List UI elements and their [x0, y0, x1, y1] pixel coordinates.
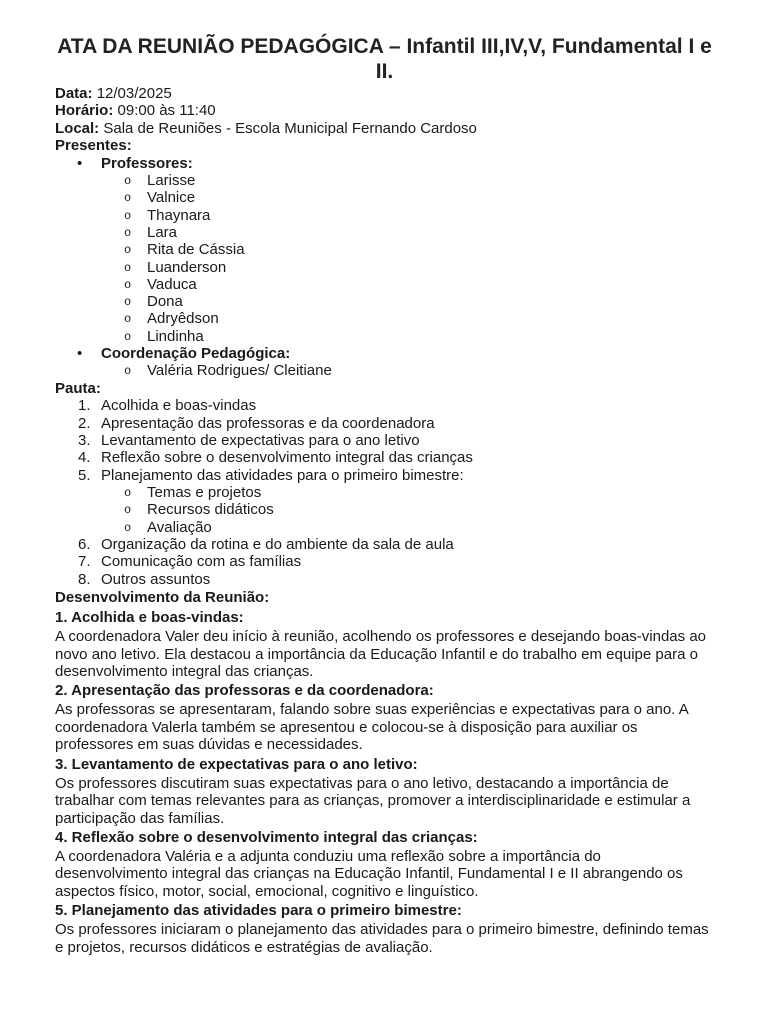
professores-label: Professores: — [101, 154, 193, 172]
circle-bullet-icon: o — [124, 503, 132, 518]
meta-time-label: Horário: — [55, 102, 114, 120]
circle-bullet-icon: o — [124, 312, 132, 327]
section-heading: 1. Acolhida e boas-vindas: — [55, 609, 244, 627]
section-body: Os professores iniciaram o planejamento das atividades para o primeiro bimestre, definindo temas e projetos, recursos didáticos e estratégias de avaliação. — [55, 921, 709, 956]
professores-list — [101, 172, 714, 345]
pauta-item: 1. Acolhida e boas-vindas — [78, 397, 257, 415]
meta-date-value: 12/03/2025 — [96, 85, 172, 102]
list-item: o Lara — [124, 223, 178, 241]
circle-bullet-icon: o — [124, 208, 132, 223]
meta-time — [55, 102, 714, 119]
meta-date-label: Data: — [55, 85, 93, 102]
pauta-item: 8. Outros assuntos — [78, 570, 211, 588]
circle-bullet-icon: o — [124, 191, 132, 206]
circle-bullet-icon: o — [124, 260, 132, 275]
circle-bullet-icon: o — [124, 277, 132, 292]
circle-bullet-icon: o — [124, 364, 132, 379]
list-item: o Rita de Cássia — [124, 241, 245, 259]
section-body: As professoras se apresentaram, falando sobre suas experiências e expectativas para o ano. A coordenadora Valerla também se apresentou e colocou-se à disposição para auxiliar os professores em suas dúvidas e necessidades. — [55, 701, 688, 754]
pauta-item: 5. Planejamento das atividades para o primeiro bimestre: o Temas e projetos o Recursos didáticos o Avaliação — [78, 467, 714, 536]
circle-bullet-icon: o — [124, 295, 132, 310]
list-item: o Lindinha — [124, 327, 204, 345]
meta-location — [55, 120, 714, 137]
pauta-item: 6. Organização da rotina e do ambiente da sala de aula — [78, 536, 454, 554]
meta-date — [55, 85, 714, 102]
list-item: o Luanderson — [124, 258, 227, 276]
document-title: ATA DA REUNIÃO PEDAGÓGICA – Infantil III,IV,V, Fundamental I e II. — [57, 35, 712, 83]
circle-bullet-icon: o — [124, 329, 132, 344]
list-item: o Adryêdson — [124, 310, 219, 328]
list-item: o Avaliação — [124, 518, 212, 536]
coordenacao-list — [101, 362, 714, 379]
pauta-item: 3. Levantamento de expectativas para o ano letivo — [78, 431, 420, 449]
section-heading: 5. Planejamento das atividades para o primeiro bimestre: — [55, 902, 462, 920]
pauta-heading: Pauta: — [55, 379, 101, 397]
list-item: o Larisse — [124, 172, 196, 190]
list-item: o Dona — [124, 293, 183, 311]
list-item: o Temas e projetos — [124, 484, 262, 502]
list-item: o Valéria Rodrigues/ Cleitiane — [124, 362, 332, 380]
list-item: o Vaduca — [124, 275, 197, 293]
pauta-list — [55, 397, 714, 588]
pauta-item: 7. Comunicação com as famílias — [78, 553, 302, 571]
desenvolvimento-heading: Desenvolvimento da Reunião: — [55, 589, 270, 607]
presentes-list — [55, 155, 714, 380]
pauta-item: 2. Apresentação das professoras e da coordenadora — [78, 414, 435, 432]
section-heading: 2. Apresentação das professoras e da coordenadora: — [55, 682, 434, 700]
list-item: o Recursos didáticos — [124, 501, 274, 519]
section-body: A coordenadora Valer deu início à reunião, acolhendo os professores e desejando boas-vindas ao novo ano letivo. Ela destacou a importância da Educação Infantil e do trabalho em equipe para o desenvolvimento integral das crianças. — [55, 628, 706, 681]
section-heading: 3. Levantamento de expectativas para o ano letivo: — [55, 755, 418, 773]
circle-bullet-icon: o — [124, 486, 132, 501]
coordenacao-group — [77, 345, 714, 380]
circle-bullet-icon: o — [124, 520, 132, 535]
circle-bullet-icon: o — [124, 225, 132, 240]
list-item: o Valnice — [124, 189, 196, 207]
meta-location-label: Local: — [55, 119, 100, 137]
professores-group — [77, 155, 714, 345]
list-item: o Thaynara — [124, 206, 211, 224]
pauta-sublist — [101, 484, 714, 536]
section-body: Os professores discutiram suas expectativas para o ano letivo, destacando a importância de trabalhar com temas relevantes para as crianças, promover a interdisciplinaridade e estimular a participação das famílias. — [55, 774, 691, 827]
section-body: A coordenadora Valéria e a adjunta conduziu uma reflexão sobre a importância do desenvolvimento integral das crianças na Educação Infantil, Fundamental I e II abrangendo os aspectos físico, motor, social, emocional, cognitivo e linguístico. — [55, 847, 683, 900]
circle-bullet-icon: o — [124, 174, 132, 189]
meta-time-value: 09:00 às 11:40 — [117, 102, 216, 120]
coordenacao-label: Coordenação Pedagógica: — [101, 345, 291, 362]
presentes-heading: Presentes: — [55, 137, 132, 155]
section-heading: 4. Reflexão sobre o desenvolvimento integral das crianças: — [55, 828, 478, 846]
circle-bullet-icon: o — [124, 243, 132, 258]
pauta-item: 4. Reflexão sobre o desenvolvimento integral das crianças — [78, 449, 473, 467]
meta-location-value: Sala de Reuniões - Escola Municipal Fernando Cardoso — [103, 119, 477, 137]
